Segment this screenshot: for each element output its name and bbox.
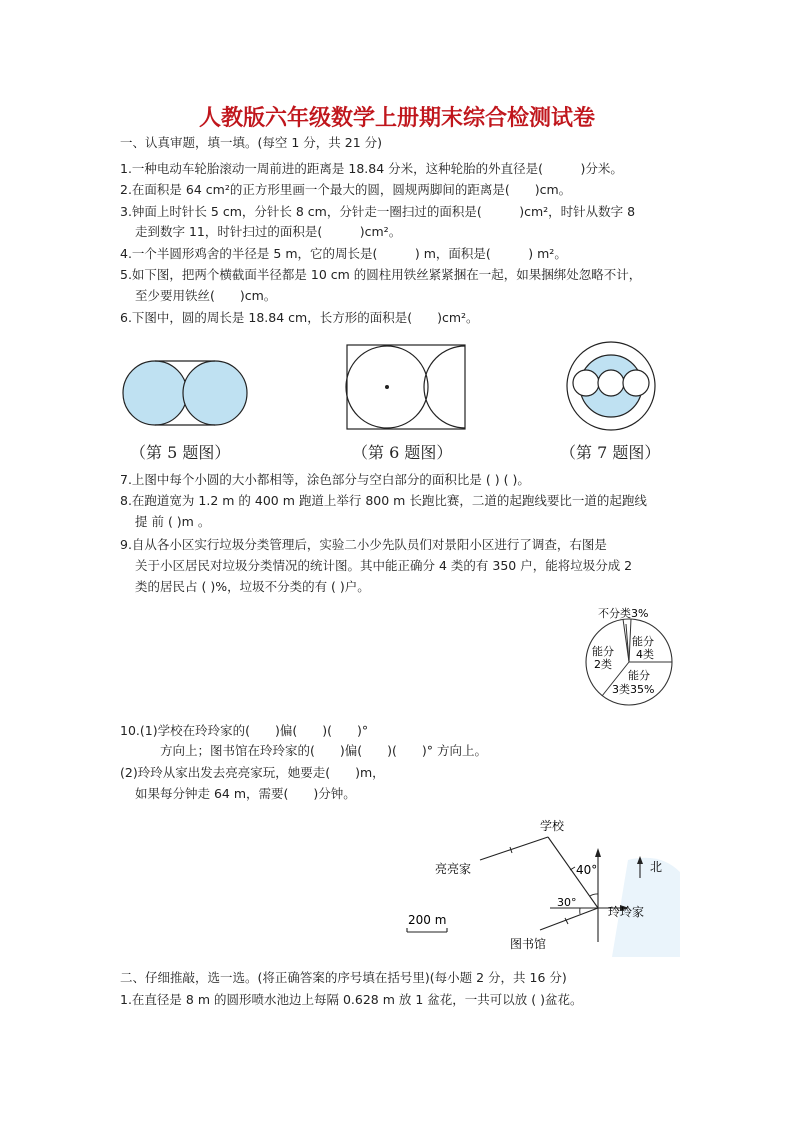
pie-label-4a: 能分 — [632, 635, 654, 648]
q10-2: (2)玲玲从家出发去亮亮家玩，她要走( )m， — [120, 765, 385, 780]
pie-label-3a: 能分 — [628, 669, 650, 682]
q9-cont: 关于小区居民对垃圾分类情况的统计图。其中能正确分 4 类的有 350 户，能将垃圾分成 2 — [135, 558, 633, 573]
ling-label: 玲玲家 — [608, 905, 645, 919]
section1-heading: 一、认真审题，填一填。(每空 1 分，共 21 分) — [120, 135, 383, 150]
q5: 5.如下图，把两个横截面半径都是 10 cm 的圆柱用铁丝紧紧捆在一起，如果捆绑处忽略不计， — [120, 267, 642, 282]
caption-fig5: （第 5 题图） — [130, 443, 231, 462]
q9-cont2: 类的居民占 ( )%，垃圾不分类的有 ( )户。 — [135, 579, 370, 594]
q7: 7.上图中每个小圆的大小都相等，涂色部分与空白部分的面积比是 ( ) ( )。 — [120, 472, 530, 487]
s2-q1: 1.在直径是 8 m 的圆形喷水池边上每隔 0.628 m 放 1 盆花，一共可以放 ( )盆花。 — [120, 992, 583, 1007]
q3: 3.钟面上时针长 5 cm，分针长 8 cm，分针走一圈扫过的面积是( )cm²，时针从数字 8 — [120, 204, 636, 219]
north-label: 北 — [650, 860, 663, 874]
figure-5 — [118, 360, 253, 432]
pie-label-2b: 2类 — [594, 658, 612, 671]
q5-cont: 至少要用铁丝( )cm。 — [135, 288, 277, 303]
angle-30: 30° — [557, 896, 577, 909]
pie-label-none: 不分类3% — [598, 607, 649, 620]
q6: 6.下图中，圆的周长是 18.84 cm，长方形的面积是( )cm²。 — [120, 310, 479, 325]
q4: 4.一个半圆形鸡舍的半径是 5 m，它的周长是( ) m，面积是( ) m²。 — [120, 246, 567, 261]
q10-1-cont: 方向上；图书馆在玲玲家的( )偏( )( )° 方向上。 — [160, 743, 487, 758]
q10-2-cont: 如果每分钟走 64 m，需要( )分钟。 — [135, 786, 356, 801]
scale-label: 200 m — [408, 913, 447, 927]
caption-fig7: （第 7 题图） — [560, 443, 661, 462]
pie-chart — [580, 600, 680, 710]
q2: 2.在面积是 64 cm²的正方形里画一个最大的圆，圆规两脚间的距离是( )cm。 — [120, 182, 572, 197]
figure-7 — [563, 338, 659, 434]
q1: 1.一种电动车轮胎滚动一周前进的距离是 18.84 分米，这种轮胎的外直径是( )分米。 — [120, 161, 623, 176]
school-label: 学校 — [540, 819, 565, 833]
pie-label-4b: 4类 — [636, 648, 654, 661]
q9: 9.自从各小区实行垃圾分类管理后，实验二小少先队员们对景阳小区进行了调查，右图是 — [120, 537, 607, 552]
library-label: 图书馆 — [510, 937, 547, 951]
page-title: 人教版六年级数学上册期末综合检测试卷 — [198, 105, 595, 131]
q8: 8.在跑道宽为 1.2 m 的 400 m 跑道上举行 800 m 长跑比赛，二道的起跑线要比一道的起跑线 — [120, 493, 647, 508]
direction-map — [400, 812, 690, 962]
figure-6 — [342, 342, 470, 432]
pie-label-2a: 能分 — [592, 645, 614, 658]
angle-40: 40° — [576, 863, 598, 877]
q3-cont: 走到数字 11，时针扫过的面积是( )cm²。 — [135, 224, 402, 239]
q8-cont: 提 前 ( )m 。 — [135, 514, 211, 529]
caption-fig6: （第 6 题图） — [352, 443, 453, 462]
q10-1: 10.(1)学校在玲玲家的( )偏( )( )° — [120, 723, 369, 738]
liang-label: 亮亮家 — [435, 862, 472, 876]
section2-heading: 二、仔细推敲，选一选。(将正确答案的序号填在括号里)(每小题 2 分，共 16 分) — [120, 970, 567, 985]
pie-label-3b: 3类35% — [612, 683, 655, 696]
